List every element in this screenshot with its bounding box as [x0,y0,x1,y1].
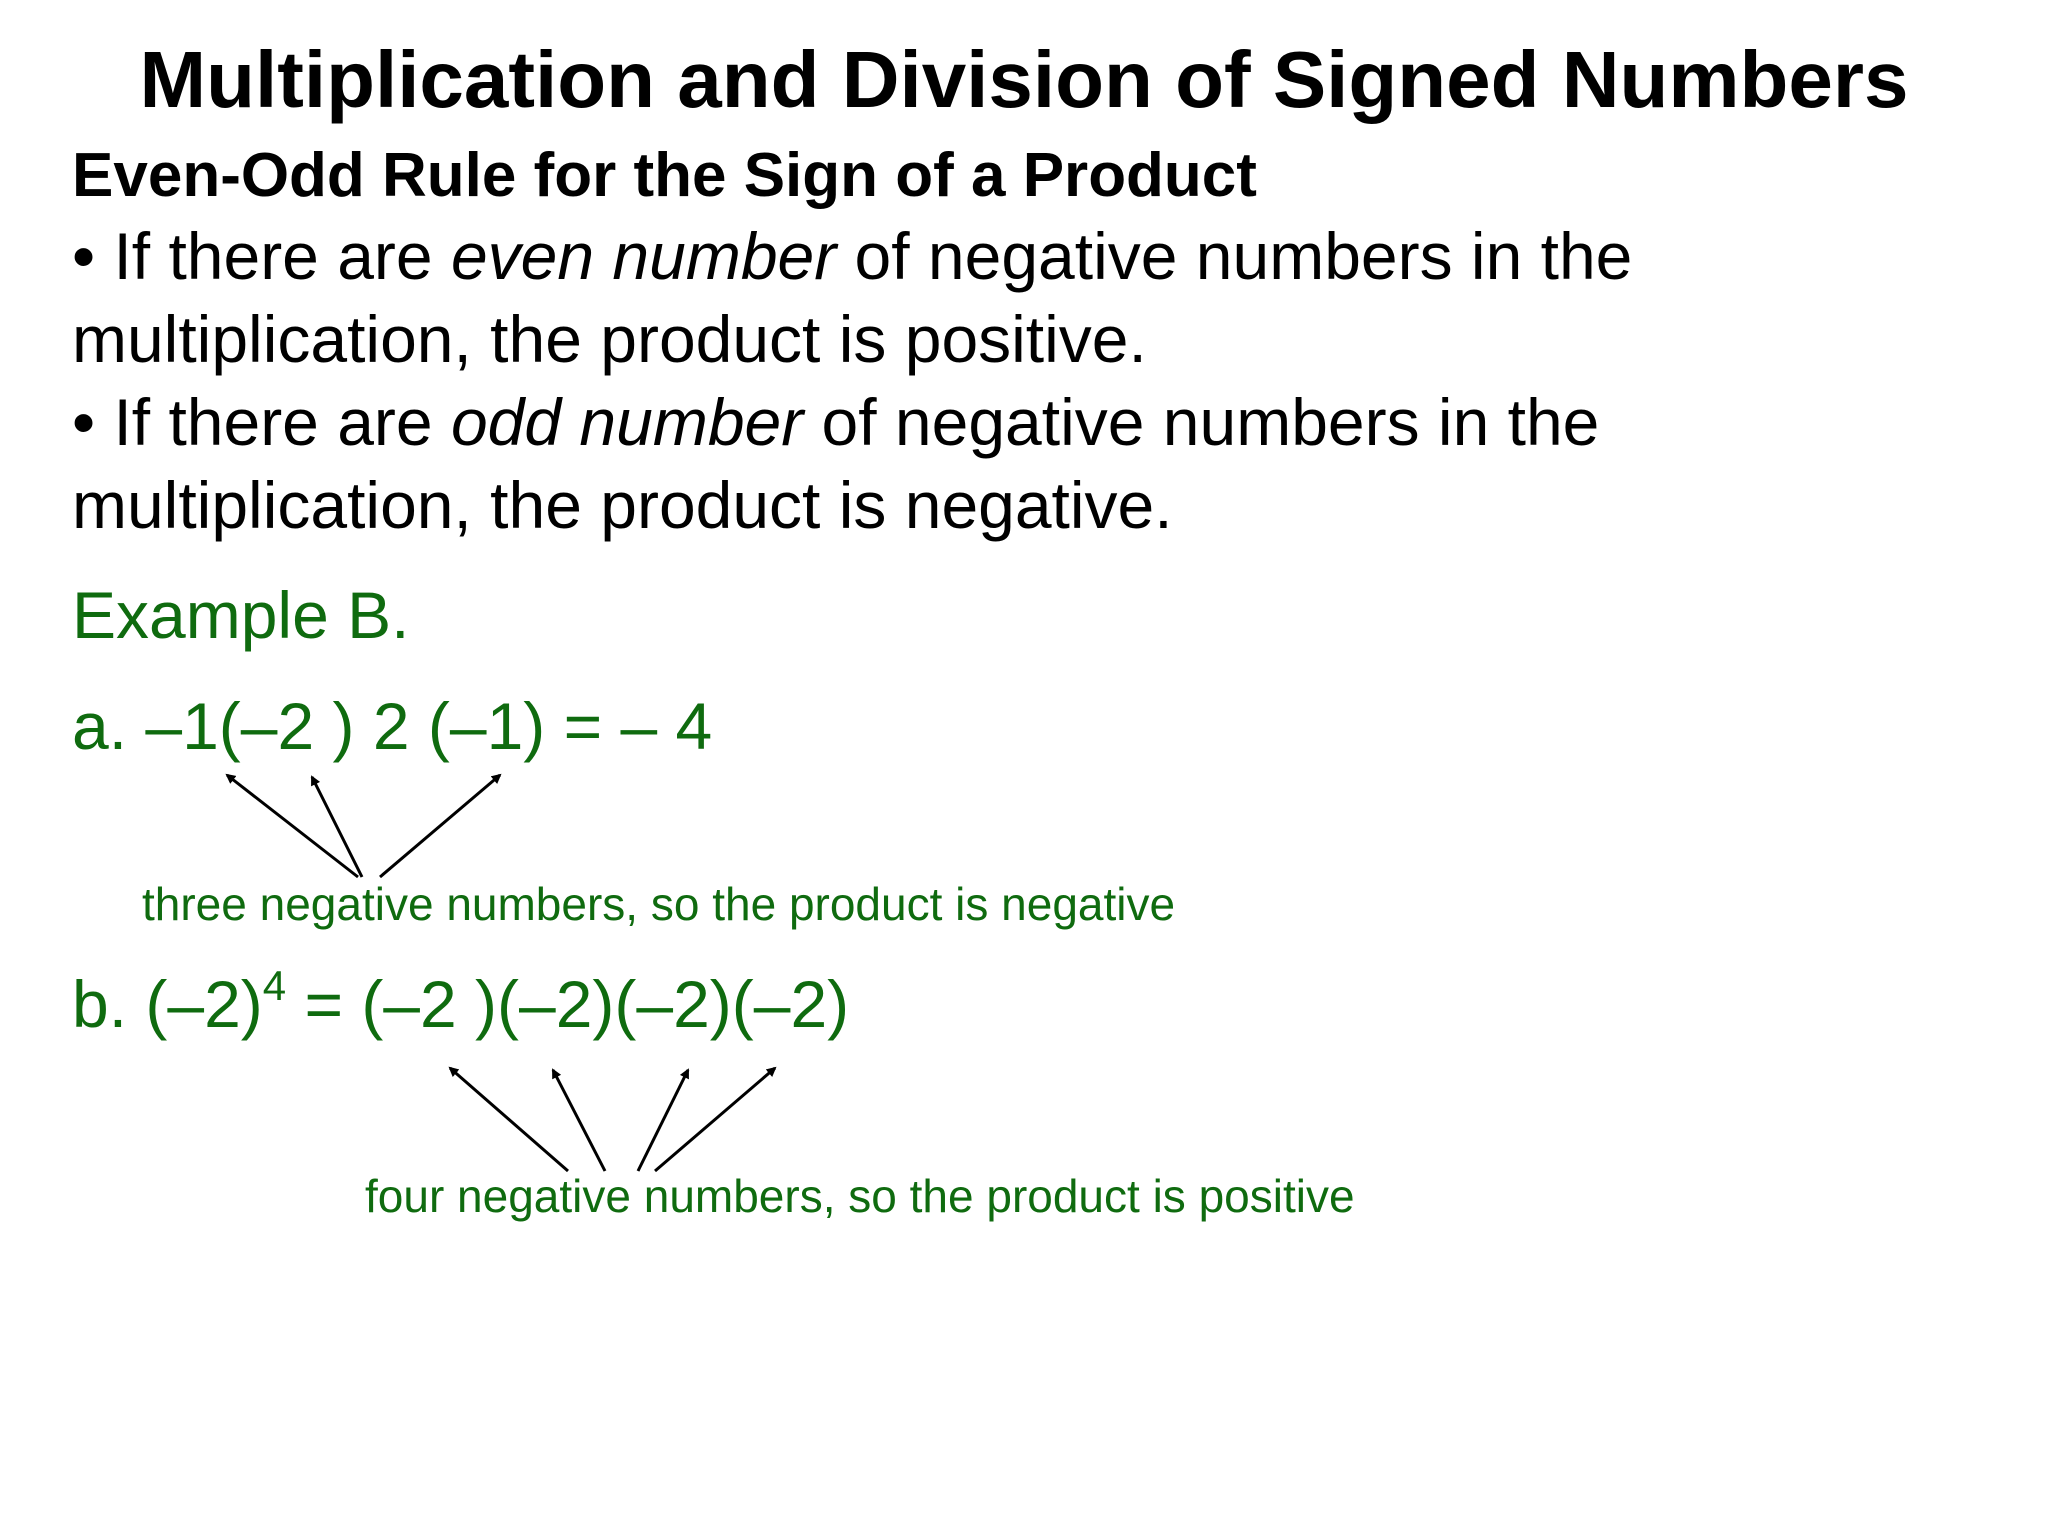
exponent: 4 [262,962,287,1009]
bullet-even-line-2: multiplication, the product is positive. [72,302,1147,376]
example-a-annotation: three negative numbers, so the product is negative [142,878,1176,930]
arrow-b-1 [450,1068,568,1171]
example-label: Example B. [72,578,410,652]
example-b-annotation: four negative numbers, so the product is positive [365,1170,1355,1222]
bullet-text-suffix: of negative numbers in the [836,219,1633,293]
bullet-emphasis: odd number [450,385,804,459]
bullet-marker: • [72,219,96,293]
bullet-odd-line-2: multiplication, the product is negative. [72,468,1173,542]
example-a-equation: a. –1(–2 ) 2 (–1) = – 4 [72,689,713,763]
arrow-a-2 [312,777,362,877]
arrow-a-3 [380,775,500,877]
equation-expansion: = (–2 )(–2)(–2)(–2) [286,967,850,1041]
bullet-even-line-1 [72,215,1632,297]
bullet-text-prefix: If there are [95,385,451,459]
bullet-marker: • [72,385,96,459]
arrow-b-4 [655,1068,775,1171]
bullet-text-suffix: of negative numbers in the [803,385,1600,459]
arrow-b-2 [553,1070,605,1171]
arrow-a-1 [227,775,358,877]
bullet-odd-line-1 [72,381,1599,463]
example-b-equation [72,964,849,1044]
rule-heading: Even-Odd Rule for the Sign of a Product [72,141,1257,210]
bullet-text-prefix: If there are [95,219,451,293]
bullet-emphasis: even number [450,219,837,293]
arrow-b-3 [638,1070,688,1171]
equation-base: b. (–2) [72,967,263,1041]
slide-title: Multiplication and Division of Signed Numbers [139,35,1909,124]
